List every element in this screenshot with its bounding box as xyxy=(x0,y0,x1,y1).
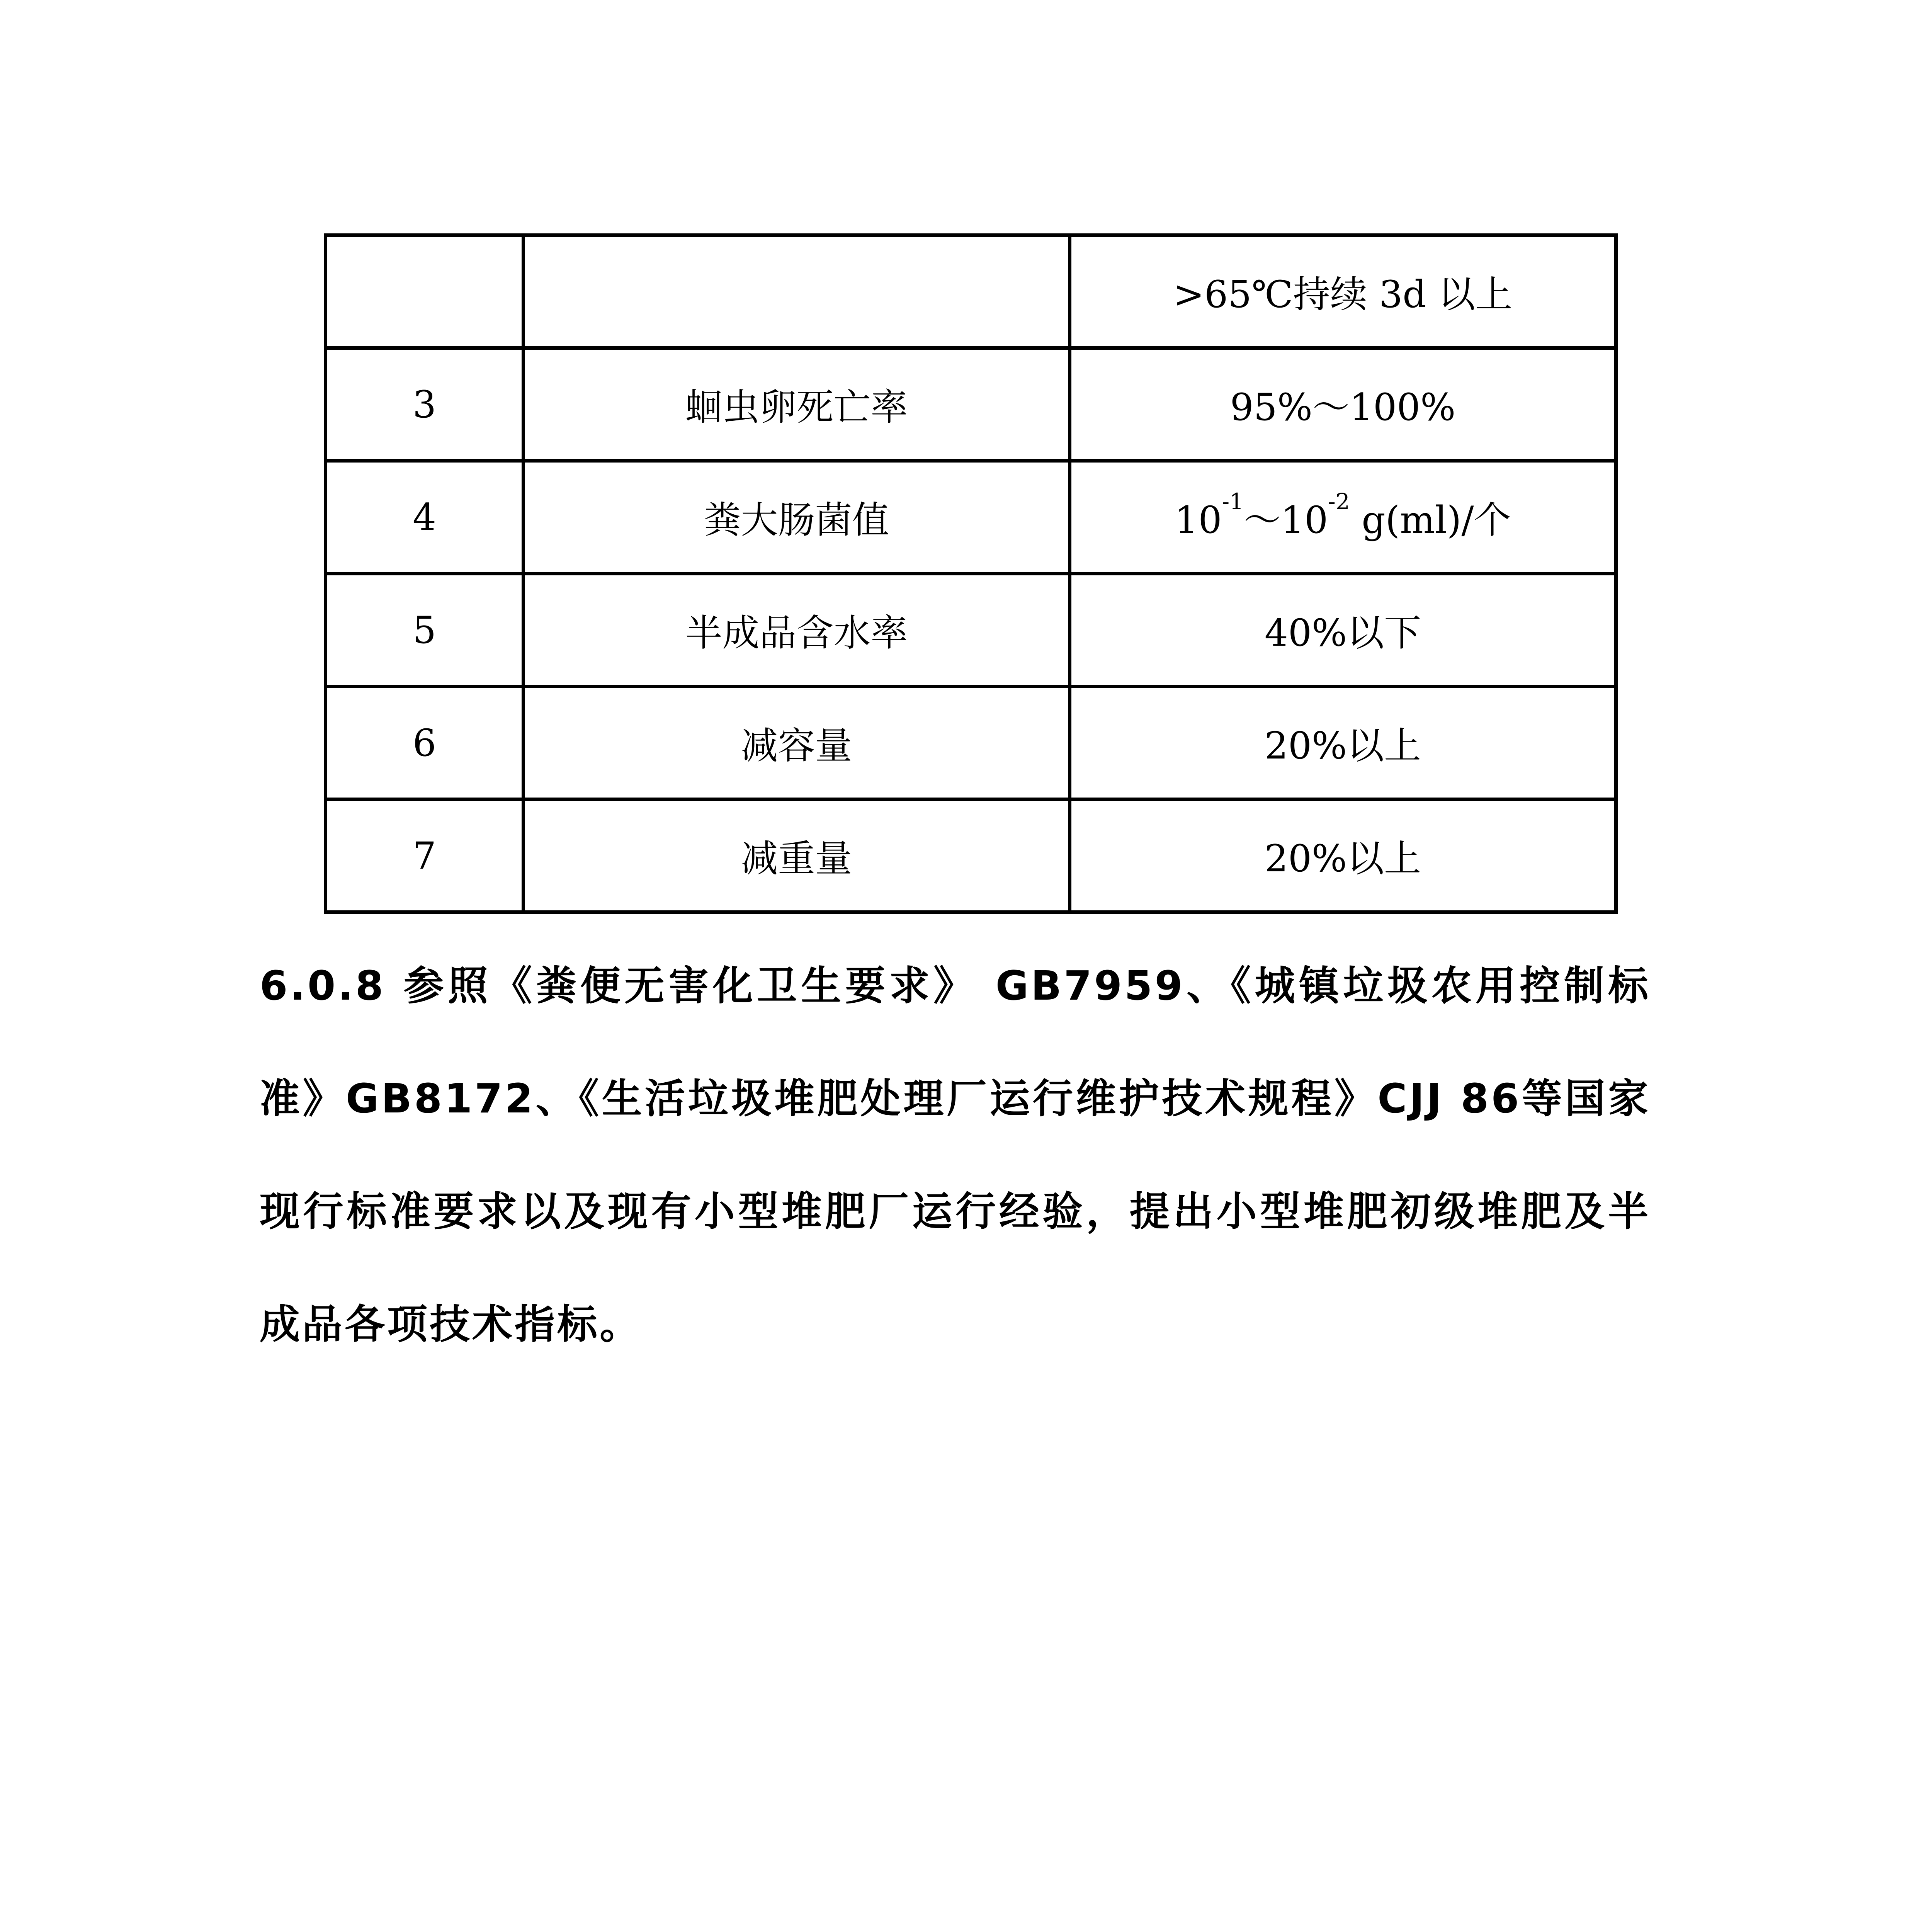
item-cell: 减容量 xyxy=(524,687,1070,799)
item-cell: 粪大肠菌值 xyxy=(524,461,1070,574)
item-cell: 减重量 xyxy=(524,799,1070,912)
value-exponent: -2 xyxy=(1328,488,1350,515)
row-number-cell: 3 xyxy=(326,348,524,461)
row-number-cell xyxy=(326,235,524,348)
value-separator: ～10 xyxy=(1244,498,1328,542)
item-cell xyxy=(524,235,1070,348)
value-exponent: -1 xyxy=(1222,488,1244,515)
table-row xyxy=(326,687,1616,799)
row-number-cell: 6 xyxy=(326,687,524,799)
table-row xyxy=(326,348,1616,461)
table-row xyxy=(326,799,1616,912)
row-number-cell: 4 xyxy=(326,461,524,574)
item-cell: 半成品含水率 xyxy=(524,574,1070,687)
value-base: 10 xyxy=(1175,498,1222,542)
row-number-cell: 7 xyxy=(326,799,524,912)
value-cell: 95%～100% xyxy=(1070,348,1616,461)
table-row xyxy=(326,461,1616,574)
indicator-table xyxy=(324,233,1618,914)
clause-paragraph: 6.0.8 参照《粪便无害化卫生要求》 GB7959、《城镇垃圾农用控制标准》GB8172、《生活垃圾堆肥处理厂运行维护技术规程》CJJ 86等国家现行标准要求以及现有小型堆肥厂运行经验，提出小型堆肥初级堆肥及半成品各项技术指标。 xyxy=(260,962,1651,1348)
table-row xyxy=(326,235,1616,348)
value-cell xyxy=(1070,461,1616,574)
value-cell: >65℃持续 3d 以上 xyxy=(1070,235,1616,348)
row-number-cell: 5 xyxy=(326,574,524,687)
value-cell: 20%以上 xyxy=(1070,799,1616,912)
item-cell: 蛔虫卵死亡率 xyxy=(524,348,1070,461)
table-row xyxy=(326,574,1616,687)
value-cell: 20%以上 xyxy=(1070,687,1616,799)
value-cell: 40%以下 xyxy=(1070,574,1616,687)
value-unit: g(ml)/个 xyxy=(1350,498,1511,542)
